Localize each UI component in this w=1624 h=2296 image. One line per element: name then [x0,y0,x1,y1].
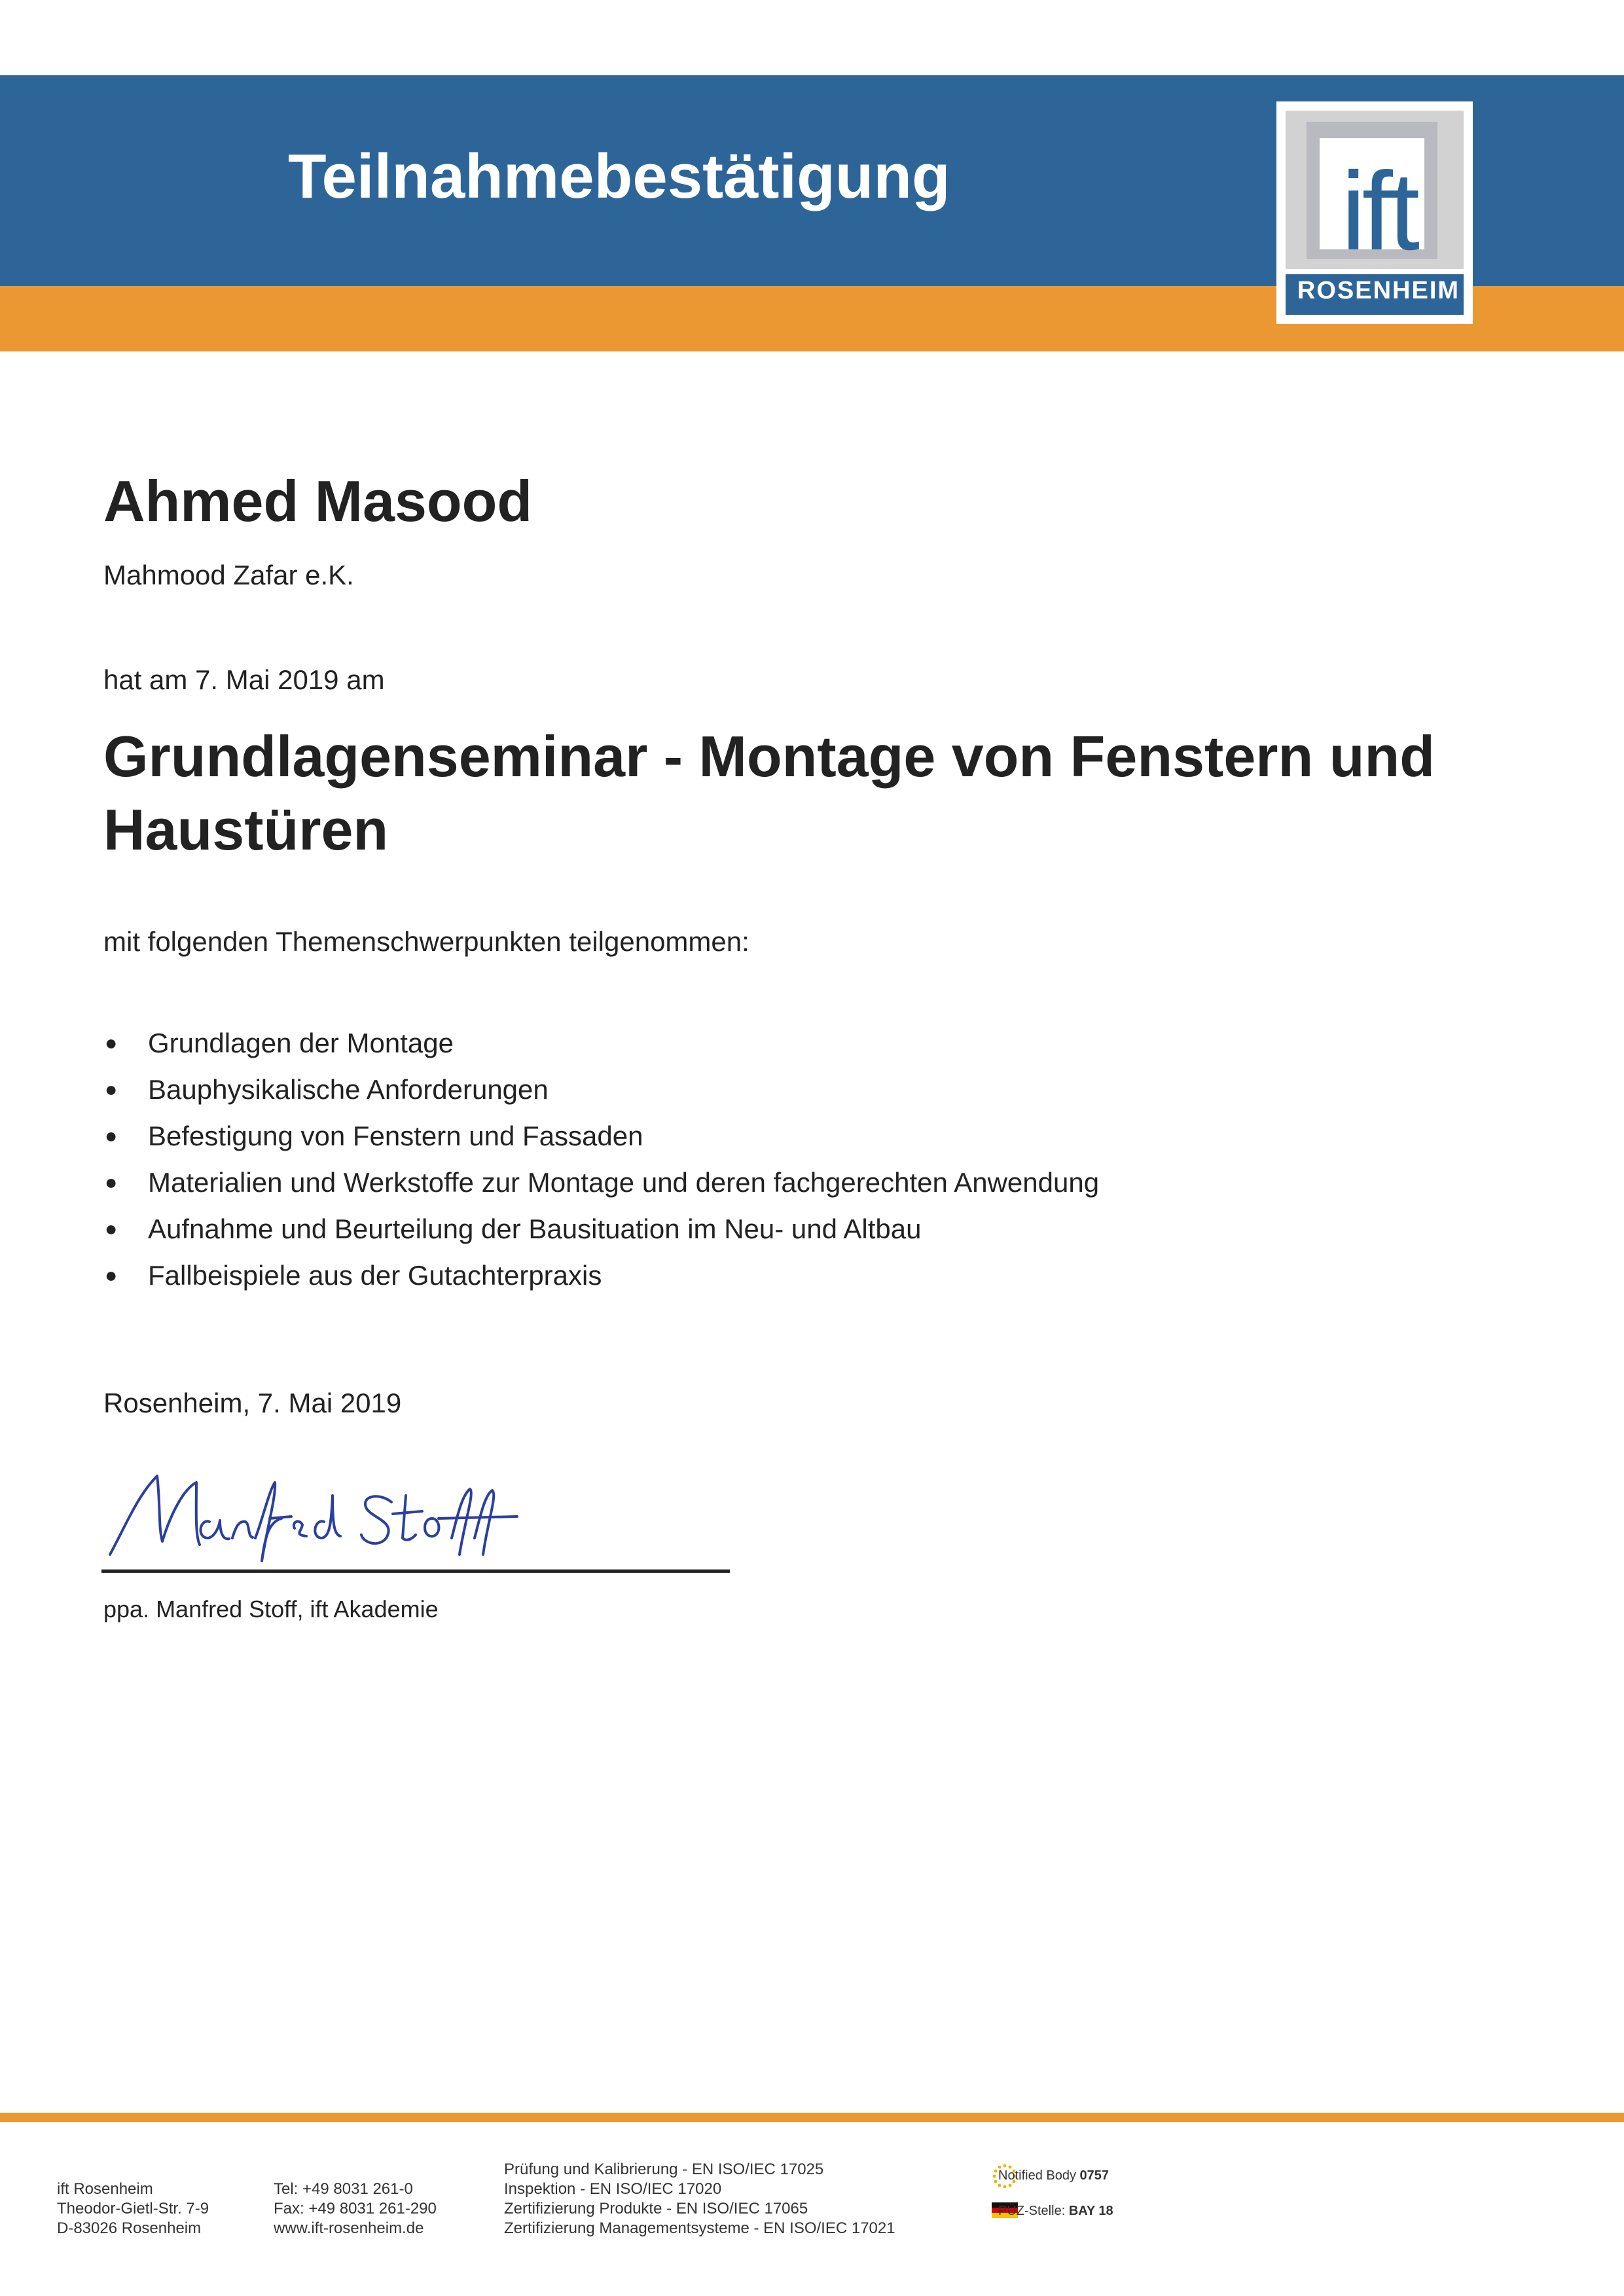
bullet-icon: ● [105,1077,118,1101]
svg-text:ift: ift [1341,149,1416,274]
footer-website-link[interactable]: www.ift-rosenheim.de [274,2219,424,2237]
list-item: ● Aufnahme und Beurteilung der Bausituation im Neu- und Altbau [103,1206,1099,1252]
list-item: ● Fallbeispiele aus der Gutachterpraxis [103,1252,1099,1299]
footer-fax: Fax: +49 8031 261-290 [274,2200,437,2217]
participant-name: Ahmed Masood [103,469,533,533]
notified-body-badge: Notified Body 0757 [998,2168,1110,2183]
footer-address: ift Rosenheim Theodor-Gietl-Str. 7-9 D-83026 Rosenheim [57,2180,209,2237]
document-title: Teilnahmebestätigung [288,141,950,211]
footer-accreditations: Prüfung und Kalibrierung - EN ISO/IEC 17025 Inspektion - EN ISO/IEC 17020 Zertifizierung Produkte - EN ISO/IEC 17065 Zertifizierung Managementsysteme - EN ISO/IEC 17021 [504,2161,895,2237]
list-item: ● Befestigung von Fenstern und Fassaden [103,1113,1099,1159]
bullet-icon: ● [105,1031,118,1054]
list-item: ● Grundlagen der Montage [103,1020,1099,1066]
focus-intro: mit folgenden Themenschwerpunkten teilgenommen: [103,926,749,957]
seminar-title-line-2: Haustüren [103,797,389,862]
footer-contact [274,2179,437,2238]
bullet-icon: ● [105,1170,118,1194]
certification-badges [992,2163,1123,2235]
footer-phone: Tel: +49 8031 261-0 [274,2180,413,2198]
topic-list [103,1020,1099,1299]
handwritten-signature [98,1456,524,1568]
list-item: ● Bauphysikalische Anforderungen [103,1066,1099,1113]
bullet-icon: ● [105,1263,118,1287]
seminar-title-line-1: Grundlagenseminar - Montage von Fenstern und [103,724,1435,789]
signature-line [101,1570,730,1573]
list-item: ● Materialien und Werkstoffe zur Montage und deren fachgerechten Anwendung [103,1159,1099,1206]
attendance-intro: hat am 7. Mai 2019 am [103,664,385,695]
signer-name: ppa. Manfred Stoff, ift Akademie [103,1596,439,1623]
place-and-date: Rosenheim, 7. Mai 2019 [103,1388,402,1418]
ift-rosenheim-logo [1276,101,1473,324]
footer-divider [0,2113,1624,2122]
logo-caption: ROSENHEIM [1297,277,1460,304]
participant-company: Mahmood Zafar e.K. [103,560,354,590]
bullet-icon: ● [105,1124,118,1147]
seminar-title [103,720,1576,867]
puz-badge: PÜZ-Stelle: BAY 18 [998,2204,1113,2218]
bullet-icon: ● [105,1217,118,1240]
